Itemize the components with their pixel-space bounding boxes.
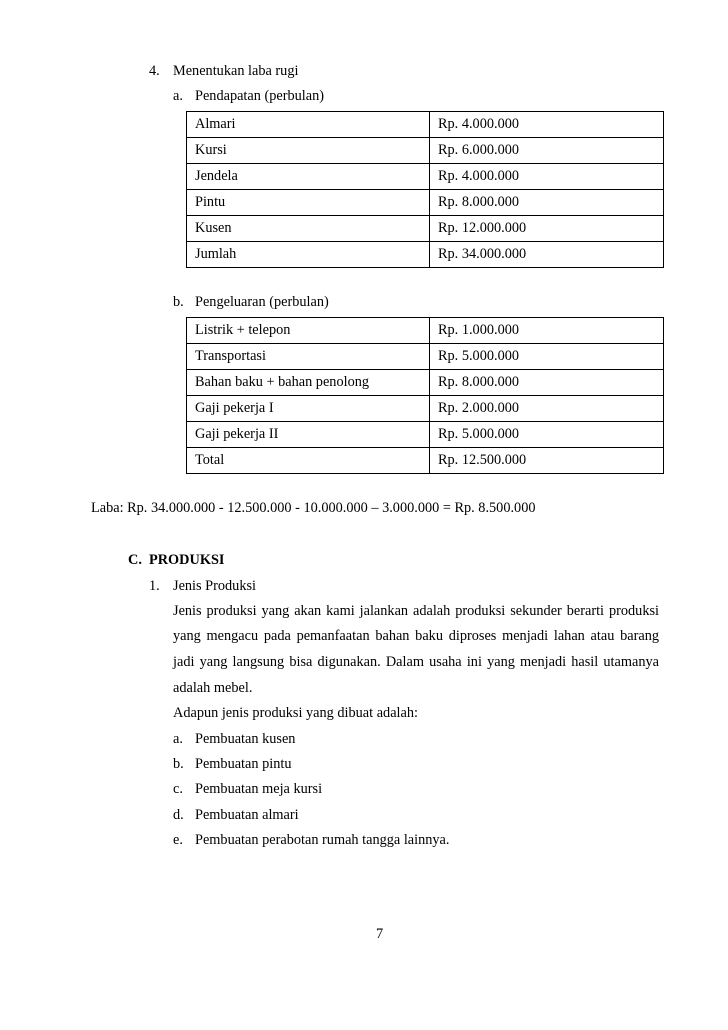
expense-item: Total bbox=[187, 448, 430, 474]
table-row bbox=[187, 242, 664, 268]
income-amount: Rp. 8.000.000 bbox=[430, 190, 664, 216]
expense-amount: Rp. 8.000.000 bbox=[430, 370, 664, 396]
list-item-letter: d. bbox=[173, 807, 184, 823]
table-row bbox=[187, 448, 664, 474]
income-letter: a. bbox=[173, 88, 183, 104]
table-row bbox=[187, 370, 664, 396]
section-c-title: PRODUKSI bbox=[149, 552, 225, 568]
income-table bbox=[186, 111, 664, 268]
list-item: Pembuatan kusen bbox=[195, 731, 296, 747]
profit-calculation: Laba: Rp. 34.000.000 - 12.500.000 - 10.000.000 – 3.000.000 = Rp. 8.500.000 bbox=[91, 500, 536, 516]
income-amount: Rp. 4.000.000 bbox=[430, 164, 664, 190]
expense-amount: Rp. 5.000.000 bbox=[430, 344, 664, 370]
production-intro: Adapun jenis produksi yang dibuat adalah: bbox=[173, 705, 418, 721]
expense-amount: Rp. 5.000.000 bbox=[430, 422, 664, 448]
expense-item: Gaji pekerja II bbox=[187, 422, 430, 448]
expenses-letter: b. bbox=[173, 294, 184, 310]
table-row bbox=[187, 216, 664, 242]
section-4-title: Menentukan laba rugi bbox=[173, 63, 299, 79]
page-number: 7 bbox=[376, 926, 384, 942]
list-item: Pembuatan pintu bbox=[195, 756, 292, 772]
paragraph-line: yang mengacu pada pemanfaatan bahan baku diproses menjadi lahan atau barang bbox=[173, 628, 659, 644]
income-amount: Rp. 34.000.000 bbox=[430, 242, 664, 268]
table-row bbox=[187, 112, 664, 138]
income-item: Kusen bbox=[187, 216, 430, 242]
paragraph-line: jadi yang langsung bisa digunakan. Dalam usaha ini yang menjadi hasil utamanya bbox=[173, 654, 659, 670]
table-row bbox=[187, 344, 664, 370]
paragraph-line: Jenis produksi yang akan kami jalankan adalah produksi sekunder berarti produksi bbox=[173, 603, 659, 619]
table-row bbox=[187, 396, 664, 422]
expense-item: Transportasi bbox=[187, 344, 430, 370]
expense-amount: Rp. 1.000.000 bbox=[430, 318, 664, 344]
income-amount: Rp. 4.000.000 bbox=[430, 112, 664, 138]
list-item-letter: b. bbox=[173, 756, 184, 772]
table-row bbox=[187, 164, 664, 190]
income-amount: Rp. 12.000.000 bbox=[430, 216, 664, 242]
expenses-title: Pengeluaran (perbulan) bbox=[195, 294, 329, 310]
table-row bbox=[187, 318, 664, 344]
section-4-number: 4. bbox=[149, 63, 160, 79]
expenses-table bbox=[186, 317, 664, 474]
table-row bbox=[187, 422, 664, 448]
expense-amount: Rp. 12.500.000 bbox=[430, 448, 664, 474]
list-item: Pembuatan almari bbox=[195, 807, 299, 823]
paragraph-line: adalah mebel. bbox=[173, 680, 253, 696]
expense-item: Bahan baku + bahan penolong bbox=[187, 370, 430, 396]
expense-item: Gaji pekerja I bbox=[187, 396, 430, 422]
list-item-letter: e. bbox=[173, 832, 183, 848]
income-item: Pintu bbox=[187, 190, 430, 216]
income-item: Jumlah bbox=[187, 242, 430, 268]
list-item-letter: a. bbox=[173, 731, 183, 747]
income-item: Almari bbox=[187, 112, 430, 138]
income-amount: Rp. 6.000.000 bbox=[430, 138, 664, 164]
income-item: Jendela bbox=[187, 164, 430, 190]
section-c-letter: C. bbox=[128, 552, 142, 568]
sub1-title: Jenis Produksi bbox=[173, 578, 257, 594]
table-row bbox=[187, 190, 664, 216]
income-title: Pendapatan (perbulan) bbox=[195, 88, 325, 104]
expense-item: Listrik + telepon bbox=[187, 318, 430, 344]
sub1-number: 1. bbox=[149, 578, 160, 594]
list-item: Pembuatan meja kursi bbox=[195, 781, 323, 797]
table-row bbox=[187, 138, 664, 164]
list-item-letter: c. bbox=[173, 781, 183, 797]
expense-amount: Rp. 2.000.000 bbox=[430, 396, 664, 422]
list-item: Pembuatan perabotan rumah tangga lainnya. bbox=[195, 832, 450, 848]
income-item: Kursi bbox=[187, 138, 430, 164]
